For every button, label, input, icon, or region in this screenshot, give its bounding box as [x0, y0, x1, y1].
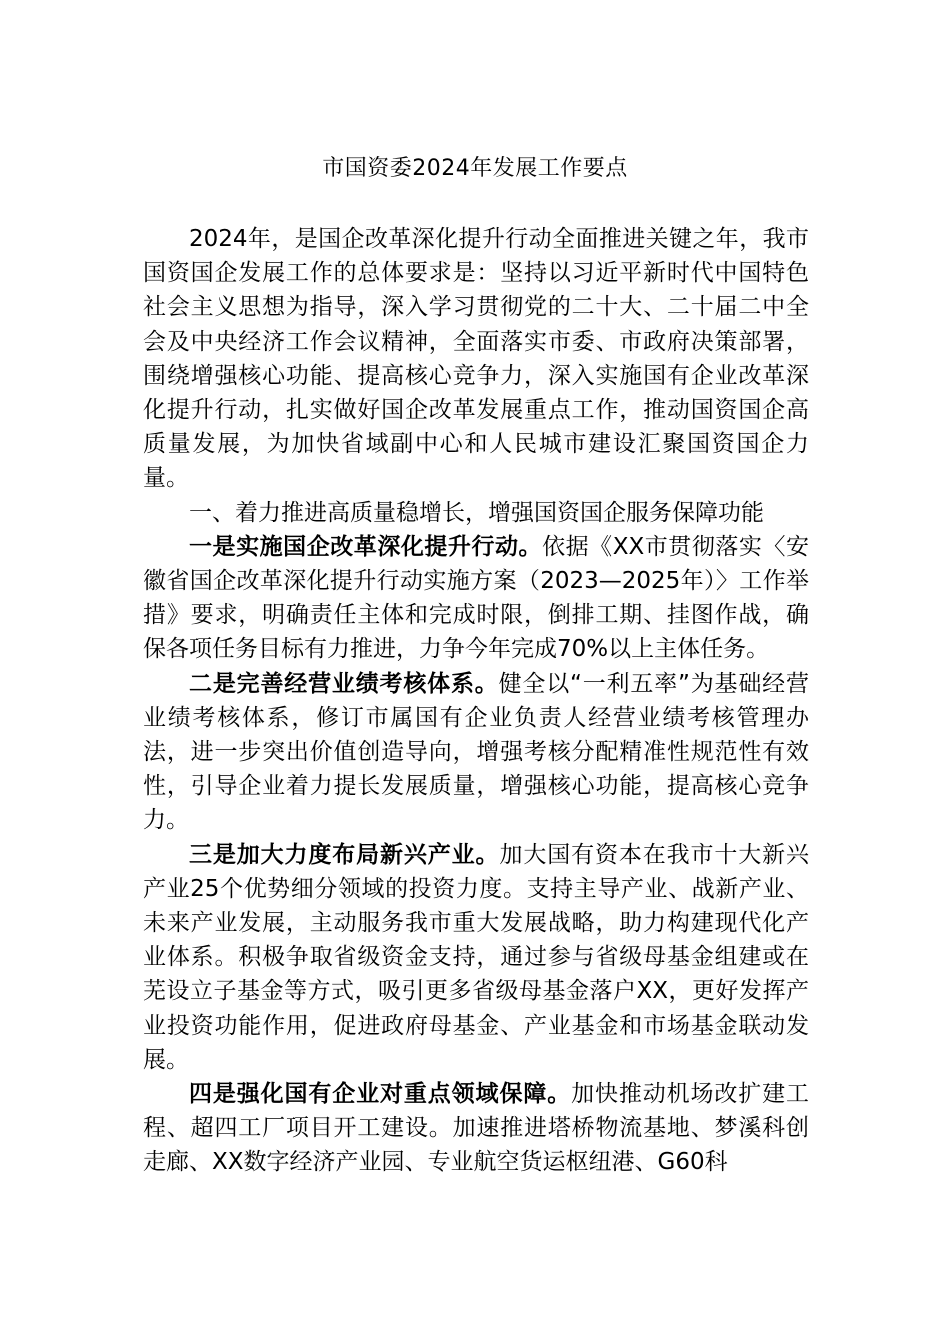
item-text: 依据《XX市贯彻落实〈安徽省国企改革深化提升行动实施方案（2023—2025年）〉工作举措》要求，明确责任主体和完成时限，倒排工期、挂图作战，确保各项任务目标有力推进，力争今年完成70%以上主体任务。	[143, 533, 810, 663]
document-body	[143, 222, 809, 1180]
item-lead: 一是实施国企改革深化提升行动。	[189, 533, 543, 560]
item-lead: 二是完善经营业绩考核体系。	[189, 670, 499, 697]
item-lead: 三是加大力度布局新兴产业。	[189, 841, 500, 868]
list-item	[143, 530, 809, 667]
intro-paragraph: 2024年，是国企改革深化提升行动全面推进关键之年，我市国资国企发展工作的总体要求是：坚持以习近平新时代中国特色社会主义思想为指导，深入学习贯彻党的二十大、二十届二中全会及中央经济工作会议精神，全面落实市委、市政府决策部署，围绕增强核心功能、提高核心竞争力，深入实施国有企业改革深化提升行动，扎实做好国企改革发展重点工作，推动国资国企高质量发展，为加快省域副中心和人民城市建设汇聚国资国企力量。	[143, 226, 809, 492]
list-item	[143, 667, 809, 838]
section-heading: 一、着力推进高质量稳增长，增强国资国企服务保障功能	[189, 499, 764, 526]
document-title: 市国资委2024年发展工作要点	[322, 156, 628, 181]
item-lead: 四是强化国有企业对重点领域保障。	[189, 1081, 572, 1108]
item-text: 加快推动机场改扩建工程、超四工厂项目开工建设。加速推进塔桥物流基地、梦溪科创走廊、XX数字经济产业园、专业航空货运枢纽港、G60科	[143, 1081, 810, 1176]
item-text: 健全以“一利五率”为基础经营业绩考核体系，修订市属国有企业负责人经营业绩考核管理办法，进一步突出价值创造导向，增强考核分配精准性规范性有效性，引导企业着力提长发展质量，增强核心功能，提高核心竞争力。	[143, 670, 809, 834]
list-item	[143, 1077, 809, 1180]
list-item	[143, 838, 809, 1077]
item-text: 加大国有资本在我市十大新兴产业25个优势细分领域的投资力度。支持主导产业、战新产业、未来产业发展，主动服务我市重大发展战略，助力构建现代化产业体系。积极争取省级资金支持，通过参与省级母基金组建或在芜设立子基金等方式，吸引更多省级母基金落户XX，更好发挥产业投资功能作用，促进政府母基金、产业基金和市场基金联动发展。	[143, 841, 810, 1073]
